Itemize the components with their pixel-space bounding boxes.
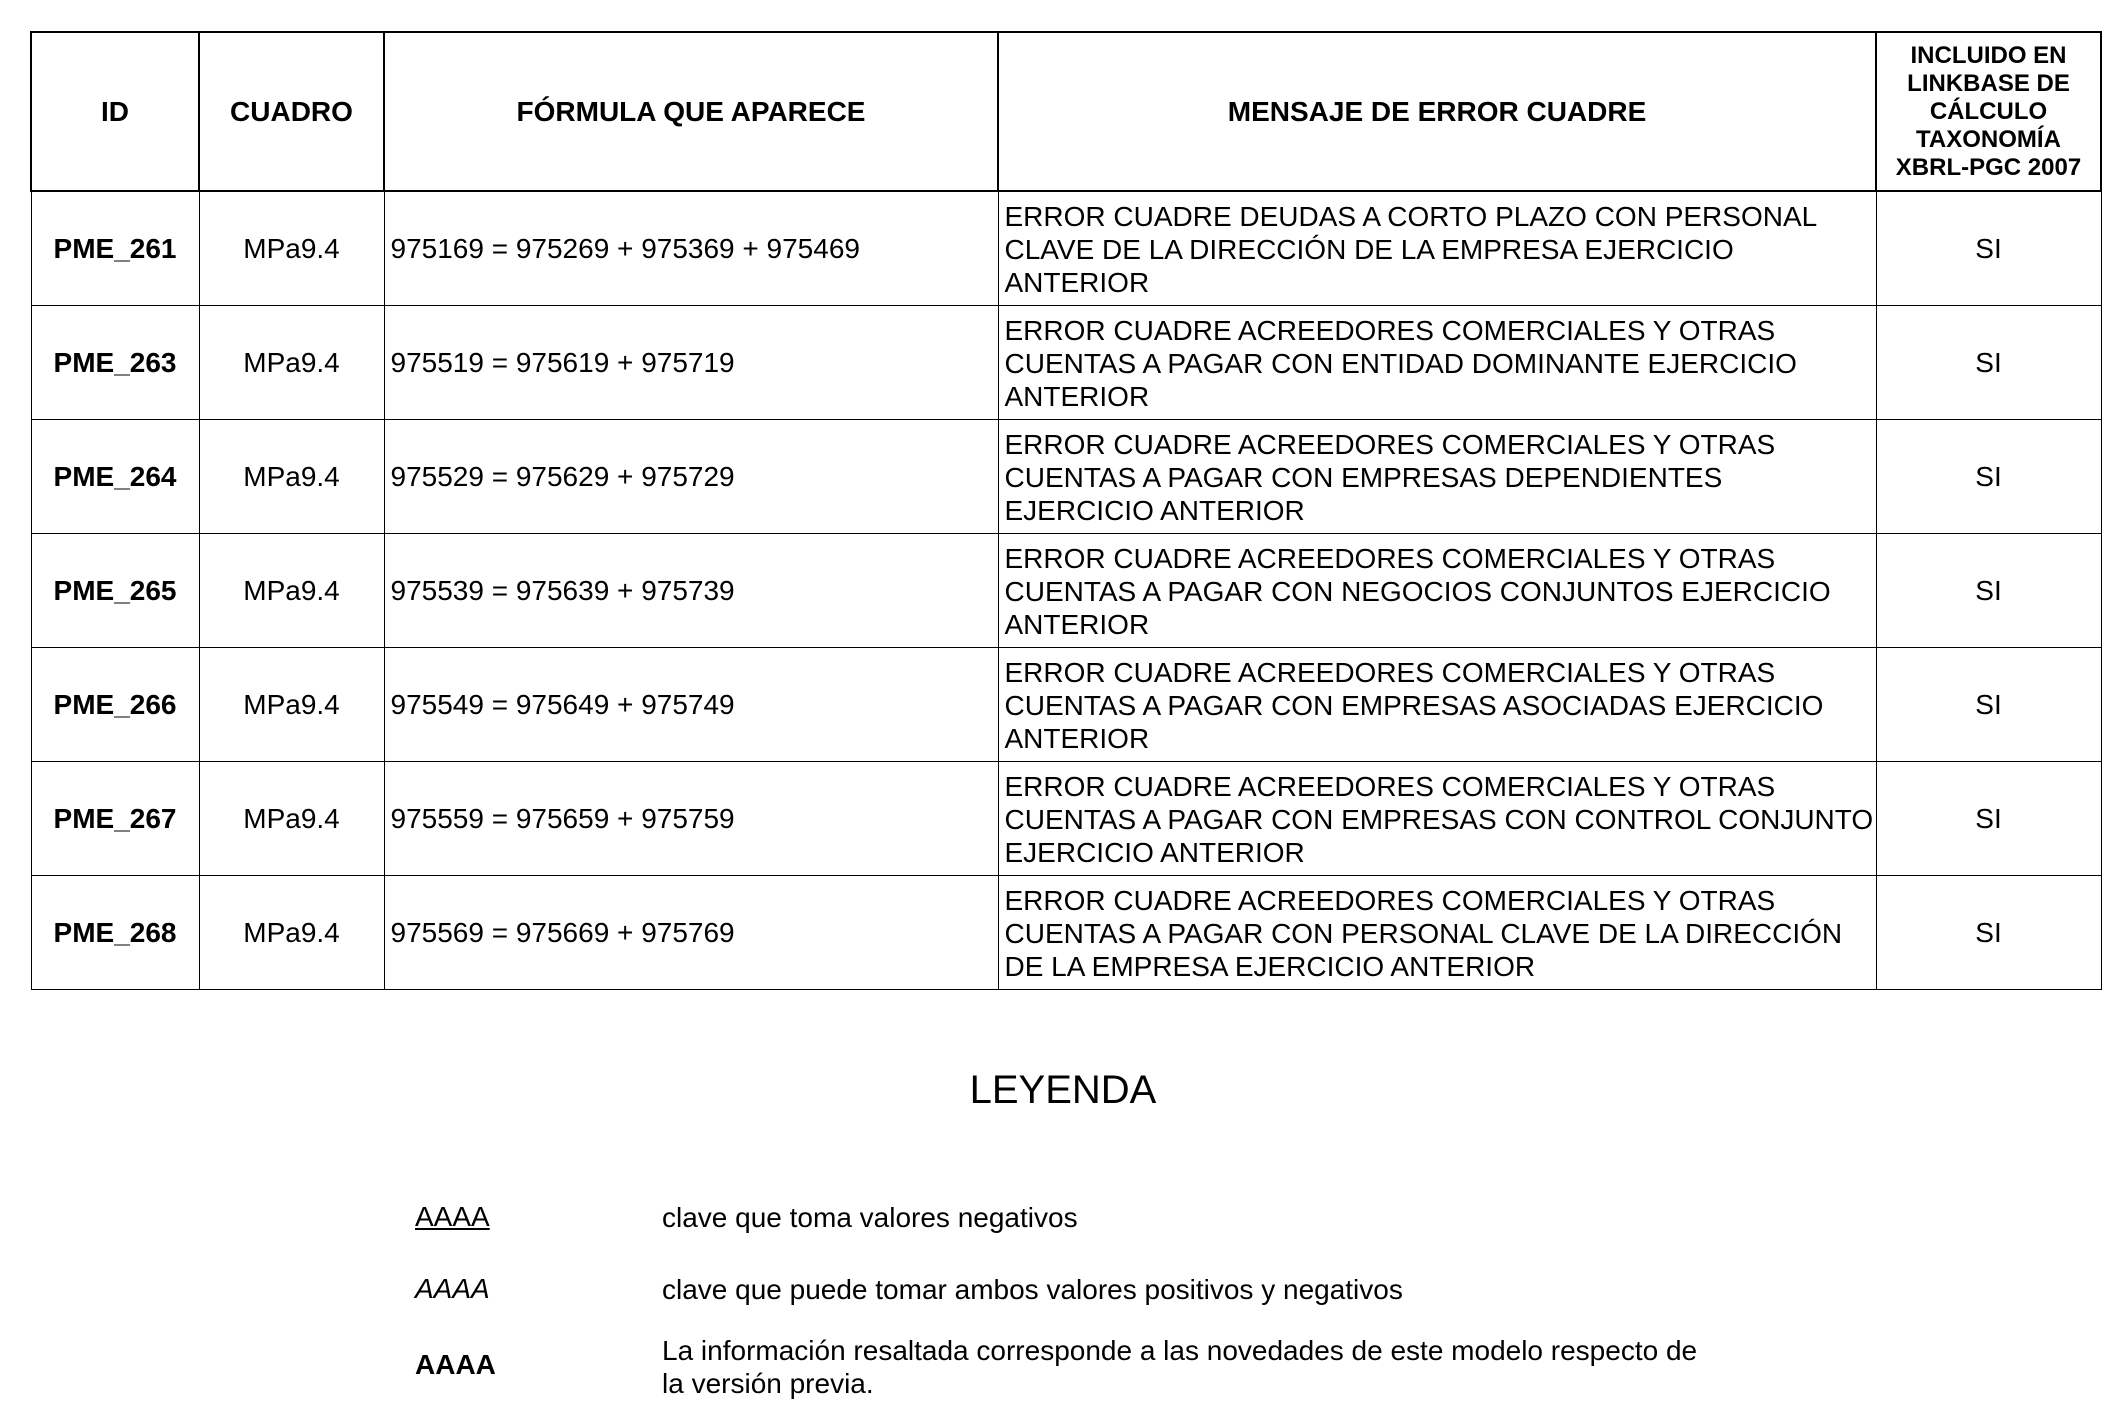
cell-id: PME_263 (31, 306, 199, 420)
legend-key-italic: AAAA (415, 1273, 490, 1304)
header-id: ID (31, 32, 199, 191)
cell-incluido: SI (1876, 191, 2101, 306)
cell-cuadro: MPa9.4 (199, 648, 384, 762)
table-row (31, 534, 2101, 648)
cell-formula: 975569 = 975669 + 975769 (384, 876, 998, 990)
header-cuadro: CUADRO (199, 32, 384, 191)
cell-id: PME_266 (31, 648, 199, 762)
cell-incluido: SI (1876, 534, 2101, 648)
cell-cuadro: MPa9.4 (199, 420, 384, 534)
leyenda-title: LEYENDA (969, 1068, 1157, 1112)
cell-id: PME_264 (31, 420, 199, 534)
cell-incluido: SI (1876, 420, 2101, 534)
legend-description: La información resaltada corresponde a las novedades de este modelo respecto de la versión previa. (662, 1335, 1698, 1399)
legend-description: clave que toma valores negativos (662, 1202, 1078, 1233)
cell-mensaje: ERROR CUADRE ACREEDORES COMERCIALES Y OTRAS CUENTAS A PAGAR CON EMPRESAS CON CONTROL CONJUNTO EJERCICIO ANTERIOR (998, 762, 1876, 876)
table-row (31, 306, 2101, 420)
cell-id: PME_268 (31, 876, 199, 990)
table-row (31, 191, 2101, 306)
cell-formula: 975539 = 975639 + 975739 (384, 534, 998, 648)
cell-mensaje: ERROR CUADRE DEUDAS A CORTO PLAZO CON PERSONAL CLAVE DE LA DIRECCIÓN DE LA EMPRESA EJERCICIO ANTERIOR (998, 191, 1876, 306)
legend-key-underline: AAAA (415, 1201, 490, 1232)
header-formula: FÓRMULA QUE APARECE (384, 32, 998, 191)
cell-mensaje: ERROR CUADRE ACREEDORES COMERCIALES Y OTRAS CUENTAS A PAGAR CON ENTIDAD DOMINANTE EJERCICIO ANTERIOR (998, 306, 1876, 420)
cell-incluido: SI (1876, 306, 2101, 420)
cell-id: PME_265 (31, 534, 199, 648)
cell-cuadro: MPa9.4 (199, 191, 384, 306)
cell-mensaje: ERROR CUADRE ACREEDORES COMERCIALES Y OTRAS CUENTAS A PAGAR CON EMPRESAS ASOCIADAS EJERCICIO ANTERIOR (998, 648, 1876, 762)
cell-formula: 975519 = 975619 + 975719 (384, 306, 998, 420)
table-row (31, 876, 2101, 990)
cell-mensaje: ERROR CUADRE ACREEDORES COMERCIALES Y OTRAS CUENTAS A PAGAR CON NEGOCIOS CONJUNTOS EJERCICIO ANTERIOR (998, 534, 1876, 648)
cell-cuadro: MPa9.4 (199, 876, 384, 990)
cell-formula: 975529 = 975629 + 975729 (384, 420, 998, 534)
legend-key-bold: AAAA (415, 1349, 496, 1380)
cell-formula: 975549 = 975649 + 975749 (384, 648, 998, 762)
error-check-table (30, 31, 2102, 990)
cell-mensaje: ERROR CUADRE ACREEDORES COMERCIALES Y OTRAS CUENTAS A PAGAR CON EMPRESAS DEPENDIENTES EJERCICIO ANTERIOR (998, 420, 1876, 534)
table-row (31, 420, 2101, 534)
cell-cuadro: MPa9.4 (199, 534, 384, 648)
table-row (31, 762, 2101, 876)
cell-formula: 975559 = 975659 + 975759 (384, 762, 998, 876)
table-row (31, 648, 2101, 762)
cell-cuadro: MPa9.4 (199, 306, 384, 420)
cell-formula: 975169 = 975269 + 975369 + 975469 (384, 191, 998, 306)
cell-cuadro: MPa9.4 (199, 762, 384, 876)
legend-description: clave que puede tomar ambos valores positivos y negativos (662, 1274, 1403, 1305)
cell-incluido: SI (1876, 648, 2101, 762)
header-mensaje: MENSAJE DE ERROR CUADRE (998, 32, 1876, 191)
cell-mensaje: ERROR CUADRE ACREEDORES COMERCIALES Y OTRAS CUENTAS A PAGAR CON PERSONAL CLAVE DE LA DIRECCIÓN DE LA EMPRESA EJERCICIO ANTERIOR (998, 876, 1876, 990)
cell-id: PME_267 (31, 762, 199, 876)
header-incluido: INCLUIDO EN LINKBASE DE CÁLCULO TAXONOMÍA XBRL-PGC 2007 (1876, 32, 2101, 191)
cell-id: PME_261 (31, 191, 199, 306)
table-header-row (31, 32, 2101, 191)
cell-incluido: SI (1876, 876, 2101, 990)
cell-incluido: SI (1876, 762, 2101, 876)
